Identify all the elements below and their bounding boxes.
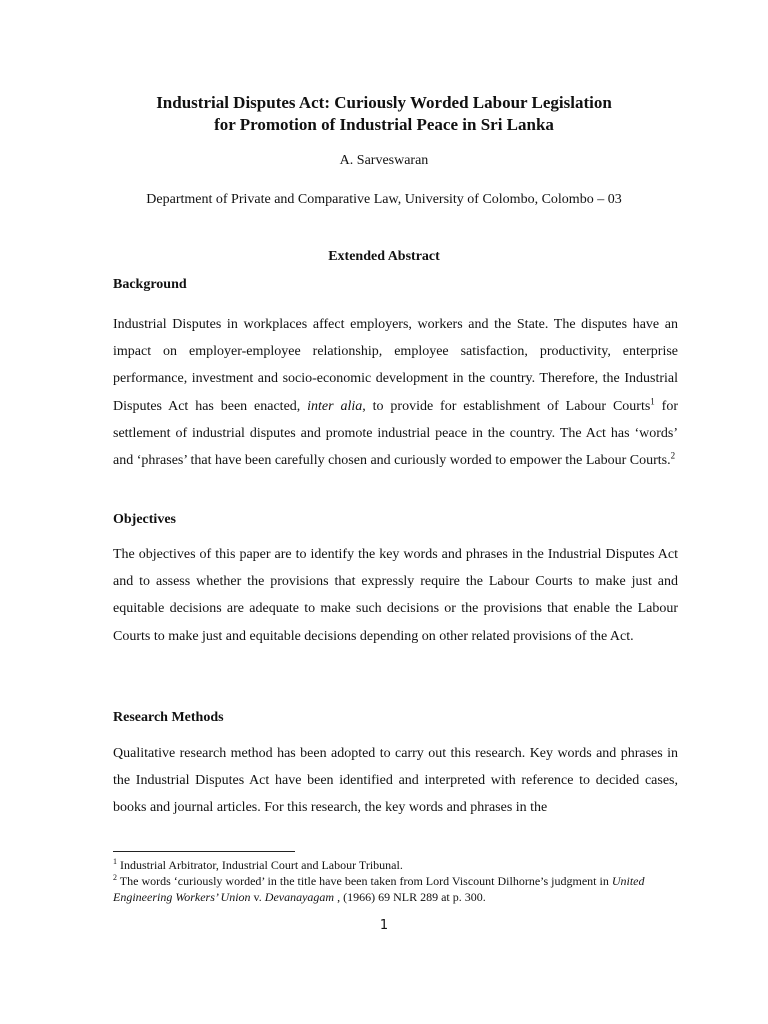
footnote-2-text-1: The words ‘curiously worded’ in the title have been taken from Lord Viscount Dilhorne’s judgment in bbox=[117, 874, 612, 888]
background-italic: inter alia bbox=[307, 398, 363, 414]
footnote-1 bbox=[113, 857, 678, 873]
footnote-2-party: Devanayagam bbox=[264, 890, 335, 904]
footnote-2-marker: 2 bbox=[113, 873, 117, 882]
objectives-heading: Objectives bbox=[113, 512, 176, 527]
research-methods-paragraph: Qualitative research method has been adopted to carry out this research. Key words and phrases in the Industrial Disputes Act have been identified and interpreted with reference to decided cases, books and journal articles. For this research, the key words and phrases in the bbox=[113, 746, 678, 816]
title-line-2: for Promotion of Industrial Peace in Sri Lanka bbox=[214, 115, 554, 134]
background-paragraph bbox=[113, 311, 678, 474]
footnote-divider bbox=[113, 851, 295, 852]
footnote-ref-1: 1 bbox=[650, 395, 655, 406]
footnote-2-text-2: v. bbox=[250, 890, 265, 904]
footnote-1-text: Industrial Arbitrator, Industrial Court and Labour Tribunal. bbox=[117, 858, 403, 872]
title-line-1: Industrial Disputes Act: Curiously Worded Labour Legislation bbox=[156, 93, 612, 112]
footnote-2 bbox=[113, 873, 678, 905]
paper-title bbox=[0, 92, 768, 136]
footnote-2-case-name: United Engineering Workers’ Union bbox=[113, 874, 645, 904]
author-name: A. Sarveswaran bbox=[339, 153, 429, 168]
footnote-1-marker: 1 bbox=[113, 857, 117, 866]
background-text-1: Industrial Disputes in workplaces affect employers, workers and the State. The disputes have an impact on employer-employee relationship, employee satisfaction, productivity, enterprise performance, investment and socio-economic development in the country. Therefore, the Industrial Disputes Act has been enacted, bbox=[113, 317, 678, 414]
objectives-paragraph: The objectives of this paper are to identify the key words and phrases in the Industrial Disputes Act and to assess whether the provisions that expressly require the Labour Courts to make just and equitable decisions are adequate to make such decisions or the provisions that enable the Labour Courts to make just and equitable decisions depending on other related provisions of the Act. bbox=[113, 547, 678, 644]
research-methods-heading: Research Methods bbox=[113, 710, 224, 725]
author-affiliation: Department of Private and Comparative Law, University of Colombo, Colombo – 03 bbox=[146, 192, 622, 207]
footnote-ref-2: 2 bbox=[670, 450, 676, 461]
background-heading: Background bbox=[113, 277, 187, 292]
footnote-2-text-3: , (1966) 69 NLR 289 at p. 300. bbox=[334, 890, 486, 904]
footnotes bbox=[113, 857, 678, 905]
page-number: 1 bbox=[379, 918, 389, 933]
abstract-heading: Extended Abstract bbox=[328, 249, 440, 264]
background-text-2: , to provide for establishment of Labour Courts bbox=[362, 398, 651, 414]
background-text-3: for settlement of industrial disputes and promote industrial peace in the country. The Act has ‘words’ and ‘phrases’ that have been carefully chosen and curiously worded to empower the Labour Courts. bbox=[113, 398, 678, 469]
